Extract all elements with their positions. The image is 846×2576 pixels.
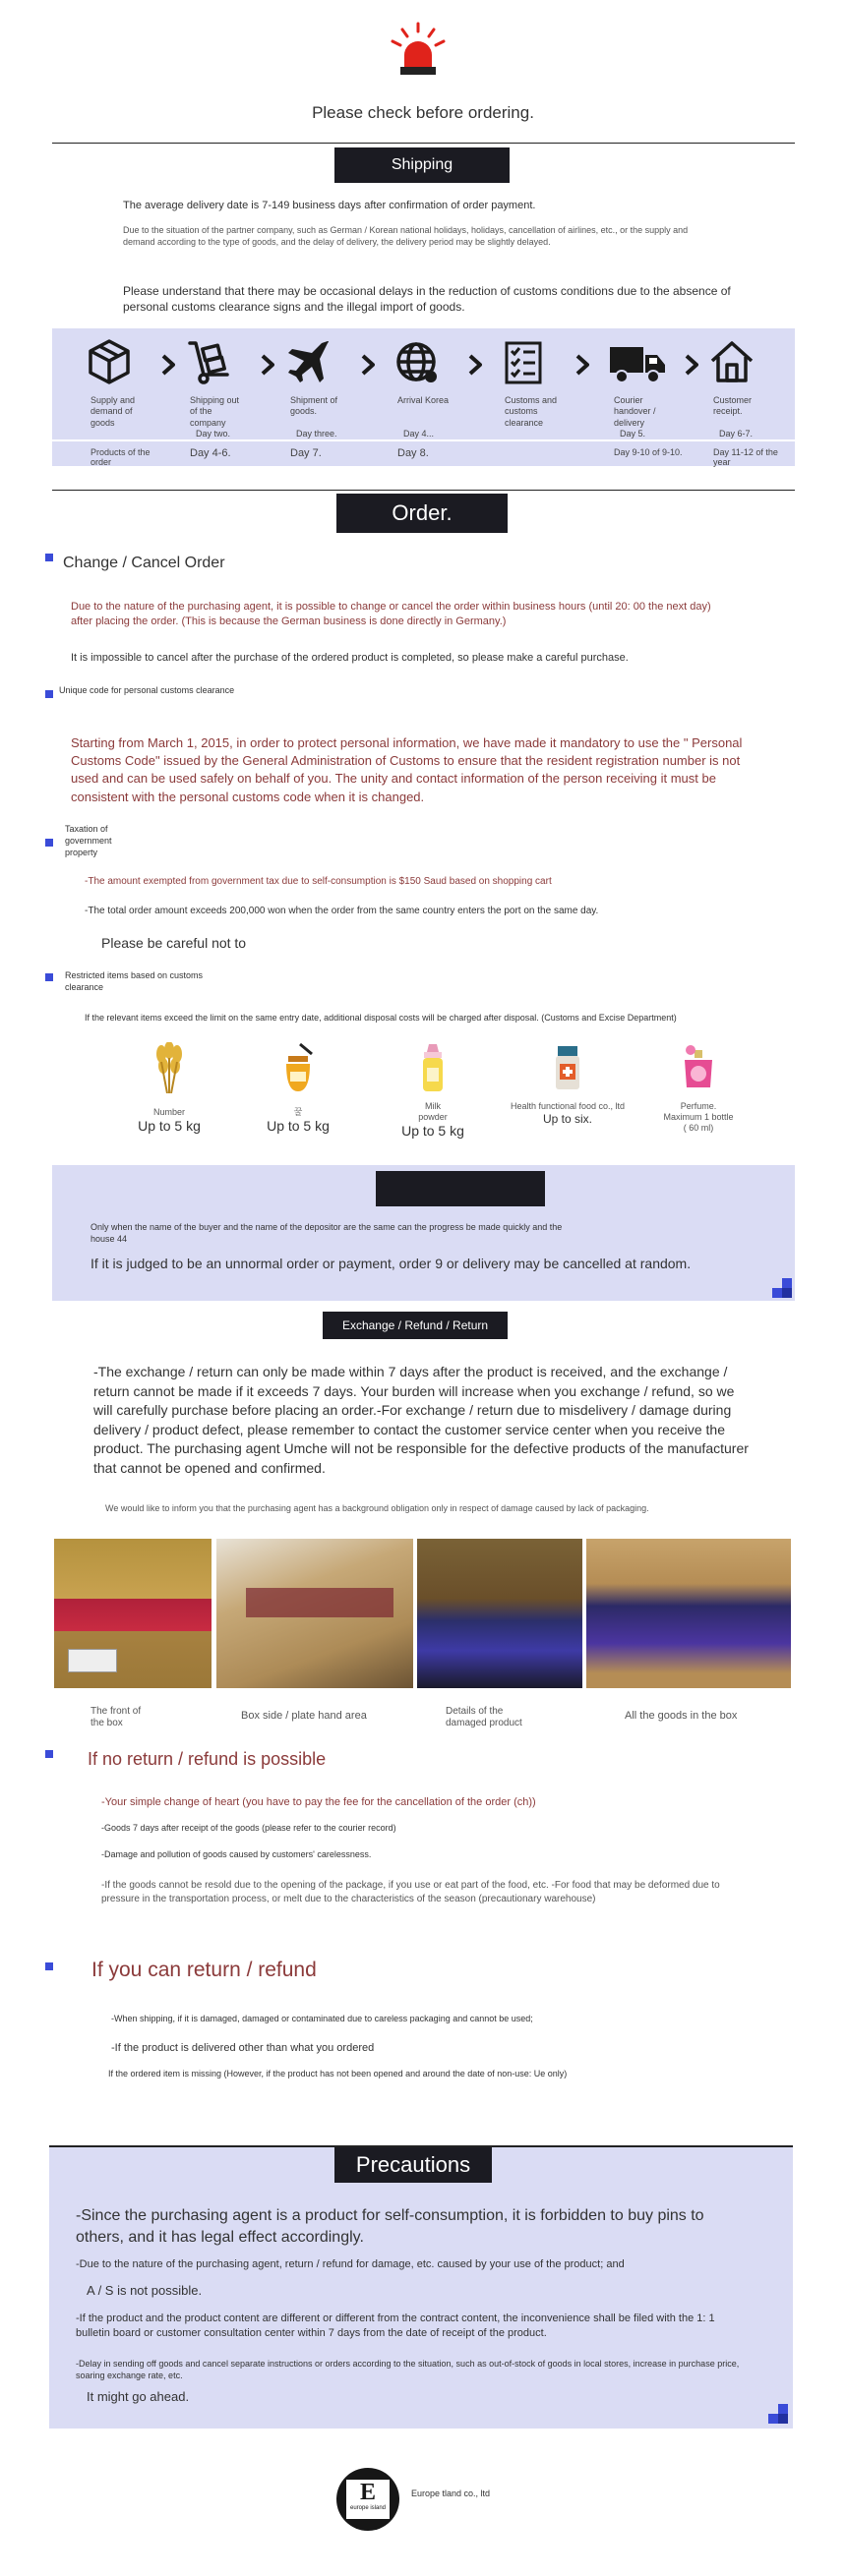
company-logo (336, 2468, 399, 2531)
logo-wordmark: europe island (349, 2505, 387, 2511)
item-label: Milk powder (418, 1101, 448, 1122)
restricted-item (110, 1042, 228, 1134)
page-title: Please check before ordering. (312, 103, 534, 122)
careful-note: Please be careful not to (101, 935, 247, 951)
can-return-line: -If the product is delivered other than what you ordered (111, 2042, 375, 2054)
precautions-line: -Delay in sending off goods and cancel separate instructions or orders according to the situation, such as out-of-stock of goods in local stores, increase in purchase price, soaring exchange rate, etc. (76, 2359, 740, 2381)
step-day: Day 7. (290, 447, 322, 459)
cube-box-icon (85, 337, 134, 391)
box-contents-photo (586, 1539, 791, 1688)
item-limit: Up to six. (542, 1111, 592, 1126)
step-day: Day 4-6. (190, 447, 231, 459)
corner-blocks-icon (772, 1278, 792, 1298)
restricted-text: If the relevant items exceed the limit on the same entry date, additional disposal costs will be charged after disposal. (Customs and Excise Department) (85, 1013, 677, 1023)
exchange-section-title: Exchange / Refund / Return (323, 1312, 508, 1339)
step-sub-day: Day three. (296, 429, 337, 439)
checklist-icon (499, 337, 548, 391)
bullet-square (45, 1962, 53, 1970)
notice-line: Only when the name of the buyer and the name of the depositor are the same can the progress be made quickly and the house 44 (91, 1222, 563, 1245)
bullet-square (45, 690, 53, 698)
globe-icon (392, 337, 441, 391)
cancel-text: It is impossible to cancel after the purchase of the ordered product is completed, so please make a careful purchase. (71, 652, 629, 664)
customs-code-heading: Unique code for personal customs clearance (59, 685, 235, 695)
airplane-icon (284, 337, 333, 391)
siren-icon (389, 22, 448, 81)
step-sub-day: Day 5. (620, 429, 646, 439)
restricted-item (239, 1042, 357, 1134)
shipping-note: Due to the situation of the partner company, such as German / Korean national holidays, holidays, cancellation of airlines, etc., or the supply and demand according to the type of goods, and the delay of delivery, the delivery period may be slightly delayed. (123, 225, 689, 248)
notice-title-bar (376, 1171, 545, 1206)
item-label: Health functional food co., ltd (510, 1101, 626, 1111)
no-return-line: -If the goods cannot be resold due to the opening of the package, if you use or eat part of the food, etc. -For food that may be deformed due to pressure in the transportation process, or melt due to the characteristics of the season (precautionary warehouse) (101, 1880, 720, 1904)
step-label: Shipping out of the company (190, 395, 240, 428)
step-day: Products of the order (91, 447, 151, 467)
shipping-note: The average delivery date is 7-149 business days after confirmation of order payment. (123, 200, 536, 211)
grain-icon (110, 1042, 228, 1097)
box-front-photo (54, 1539, 212, 1688)
logo-letter: E (359, 2480, 376, 2505)
photo-caption: All the goods in the box (625, 1710, 738, 1722)
precautions-line: -Due to the nature of the purchasing agent, return / refund for damage, etc. caused by your use of the product; and (76, 2258, 625, 2270)
perfume-icon (639, 1042, 757, 1097)
no-return-line: -Goods 7 days after receipt of the goods (please refer to the courier record) (101, 1823, 396, 1833)
chevron-right-icon (261, 354, 274, 381)
step-label: Shipment of goods. (290, 395, 338, 417)
exchange-text: -The exchange / return can only be made within 7 days after the product is received, and the exchange / return cannot be made if it exceeds 7 days. Your burden will increase when you exchange / refund, so we will carefully purchase before placing an order.-For exchange / return due to misdelivery / damage during delivery / product defect, please remember to contact the customer service center when you receive the product. The purchasing agent Umche will not be responsible for the defective products of the manufacturer that cannot be opened and confirmed. (93, 1364, 749, 1476)
step-sub-day: Day 6-7. (719, 429, 754, 439)
precautions-line: -If the product and the product content are different or different from the contract content, the inconvenience shall be filed with the 1: 1 bulletin board or customer consultation center within 7 days from the date of receipt of the product. (76, 2313, 715, 2339)
no-return-line: -Your simple change of heart (you have to pay the fee for the cancellation of the order (ch)) (101, 1796, 536, 1808)
chevron-right-icon (361, 354, 375, 381)
order-section-title: Order. (336, 494, 508, 533)
step-sub-day: Day two. (196, 429, 231, 439)
chevron-right-icon (685, 354, 698, 381)
restricted-item (639, 1042, 757, 1133)
item-limit: Up to 5 kg (401, 1122, 464, 1139)
delivery-truck-icon (608, 337, 667, 391)
photo-caption: Details of the damaged product (446, 1706, 522, 1728)
restricted-heading: Restricted items based on customs clearance (65, 970, 204, 993)
divider (52, 490, 795, 491)
item-label: Number (152, 1107, 185, 1117)
bullet-square (45, 973, 53, 981)
step-sub-day: Day 4... (403, 429, 435, 439)
step-label: Customs and customs clearance (505, 395, 558, 428)
company-name: Europe tland co., ltd (411, 2488, 491, 2498)
restricted-item (374, 1042, 492, 1139)
can-return-line: If the ordered item is missing (However, if the product has not been opened and around the date of non-use: Ue only) (108, 2069, 568, 2078)
precautions-line: It might go ahead. (87, 2389, 190, 2404)
corner-blocks-icon (768, 2404, 788, 2424)
item-label: Perfume. Maximum 1 bottle ( 60 ml) (663, 1101, 734, 1133)
tax-line: -The total order amount exceeds 200,000 won when the order from the same country enters the port on the same day. (85, 906, 599, 916)
photo-caption: The front of the box (91, 1706, 142, 1728)
bullet-square (45, 1750, 53, 1758)
can-return-line: -When shipping, if it is damaged, damaged or contaminated due to careless packaging and cannot be used; (111, 2014, 533, 2023)
damaged-product-photo (417, 1539, 582, 1688)
supplement-jar-icon (509, 1042, 627, 1097)
taxation-heading: Taxation of government property (65, 824, 112, 858)
precautions-line: A / S is not possible. (87, 2283, 203, 2298)
step-row-divider (52, 439, 795, 441)
precautions-lead: -Since the purchasing agent is a product for self-consumption, it is forbidden to buy pins to others, and it has legal effect accordingly. (76, 2207, 704, 2246)
shipping-section-title: Shipping (334, 147, 510, 183)
divider (52, 143, 795, 144)
restricted-item (509, 1042, 627, 1126)
step-day: Day 8. (397, 447, 429, 459)
can-return-heading: If you can return / refund (91, 1959, 317, 1981)
chevron-right-icon (468, 354, 482, 381)
chevron-right-icon (575, 354, 589, 381)
milk-bottle-icon (374, 1042, 492, 1097)
honey-jar-icon (239, 1042, 357, 1097)
no-return-heading: If no return / refund is possible (88, 1749, 327, 1769)
step-label: Courier handover / delivery (614, 395, 656, 428)
photo-caption: Box side / plate hand area (241, 1710, 367, 1722)
bullet-square (45, 554, 53, 561)
bullet-square (45, 839, 53, 847)
box-side-photo (216, 1539, 413, 1688)
item-label: 꿀 (293, 1107, 303, 1117)
no-return-line: -Damage and pollution of goods caused by customers' carelessness. (101, 1849, 372, 1859)
exchange-note: We would like to inform you that the purchasing agent has a background obligation only in respect of damage caused by lack of packaging. (105, 1503, 649, 1513)
chevron-right-icon (161, 354, 175, 381)
step-day: Day 9-10 of 9-10. (614, 447, 683, 457)
step-label: Supply and demand of goods (91, 395, 136, 428)
precautions-section-title: Precautions (334, 2147, 492, 2183)
tax-line: -The amount exempted from government tax due to self-consumption is $150 Saud based on shopping cart (85, 876, 552, 887)
item-limit: Up to 5 kg (267, 1117, 330, 1134)
shipping-note: Please understand that there may be occasional delays in the reduction of customs conditions due to the absence of personal customs clearance signs and the illegal import of goods. (123, 284, 731, 315)
step-label: Customer receipt. (713, 395, 753, 417)
step-day: Day 11-12 of the year (713, 447, 778, 467)
notice-line: If it is judged to be an unnormal order or payment, order 9 or delivery may be cancelled at random. (91, 1256, 692, 1271)
step-label: Arrival Korea (397, 395, 450, 405)
hand-truck-icon (184, 337, 233, 391)
item-limit: Up to 5 kg (138, 1117, 201, 1134)
house-icon (707, 337, 756, 391)
change-cancel-heading: Change / Cancel Order (63, 555, 225, 571)
customs-code-text: Starting from March 1, 2015, in order to protect personal information, we have made it mandatory to use the " Personal Customs Code" issued by the General Administration of Customs to ensure that the resident registration number is not used and can be used safely on behalf of you. The unity and contact information of the person receiving it must be consistent with the personal customs code when it is changed. (71, 735, 743, 804)
change-cancel-text: Due to the nature of the purchasing agent, it is possible to change or cancel the order within business hours (until 20: 00 the next day) after placing the order. (This is because the German business is done directly in Germany.) (71, 601, 711, 627)
